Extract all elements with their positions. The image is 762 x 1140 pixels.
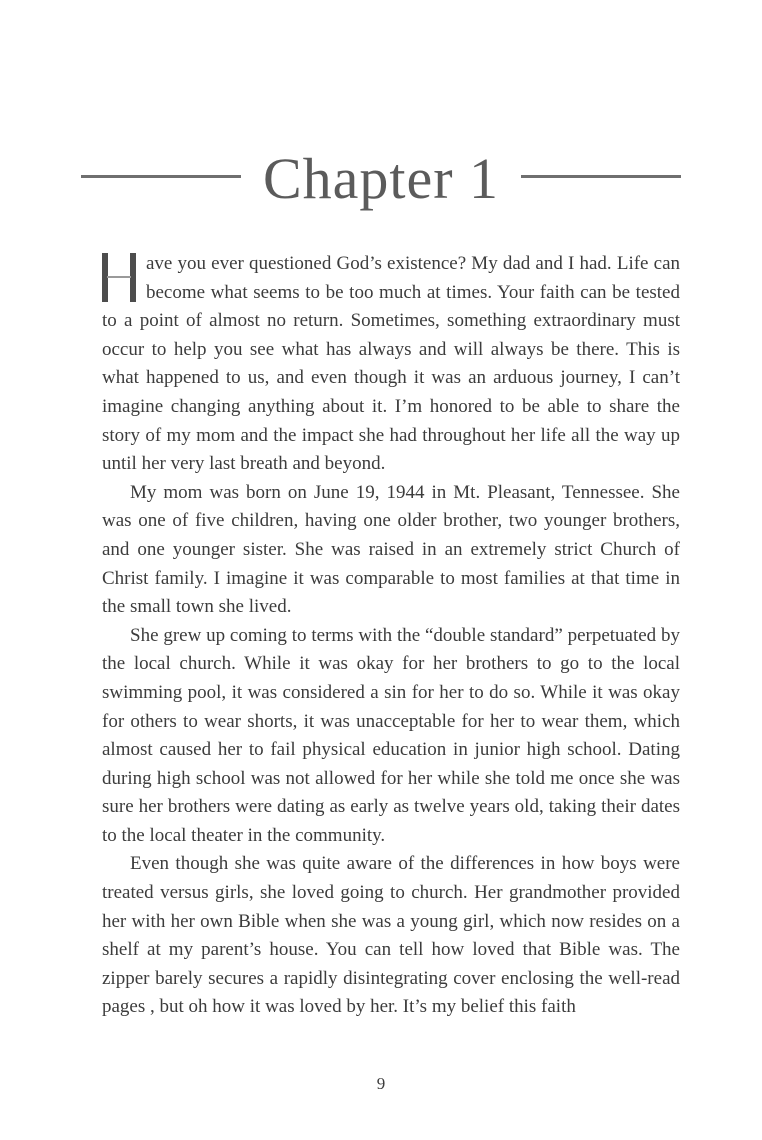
opening-paragraph bbox=[102, 250, 680, 479]
body-text bbox=[102, 250, 680, 1022]
chapter-heading bbox=[0, 146, 762, 211]
heading-rule-left bbox=[81, 175, 241, 178]
heading-rule-right bbox=[521, 175, 681, 178]
paragraph: She grew up coming to terms with the “double standard” perpetuated by the local church. While it was okay for her brothers to go to the local swimming pool, it was considered a sin for her to do so. While it was okay for others to wear shorts, it was unacceptable for her to wear them, which almost caused her to fail physical education in junior high school. Dating during high school was not allowed for her while she told me once she was sure her brothers were dating as early as twelve years old, taking their dates to the local theater in the community. bbox=[102, 624, 680, 846]
drop-cap-crossbar bbox=[107, 276, 131, 278]
drop-cap bbox=[102, 253, 136, 302]
paragraph: My mom was born on June 19, 1944 in Mt. Pleasant, Tennessee. She was one of five children, having one older brother, two younger brothers, and one younger sister. She was raised in an extremely strict Church of Christ family. I imagine it was comparable to most families at that time in the small town she lived. bbox=[102, 481, 680, 618]
chapter-title: Chapter 1 bbox=[262, 146, 500, 211]
page-number: 9 bbox=[376, 1074, 386, 1093]
paragraph-text: ave you ever questioned God’s existence? My dad and I had. Life can become what seems to be too much at times. Your faith can be tested to a point of almost no return. Sometimes, something extraordinary must occur to help you see what has always and will always be there. This is what happened to us, and even though it was an arduous journey, I can’t imagine changing anything about it. I’m honored to be able to share the story of my mom and the impact she had throughout her life all the way up until her very last breath and beyond. bbox=[102, 253, 680, 475]
paragraph: Even though she was quite aware of the differences in how boys were treated versus girls, she loved going to church. Her grandmother provided her with her own Bible when she was a young girl, which now resides on a shelf at my parent’s house. You can tell how loved that Bible was. The zipper barely secures a rapidly disintegrating cover enclosing the well-read pages , but oh how it was loved by her. It’s my belief this faith bbox=[102, 853, 680, 1018]
